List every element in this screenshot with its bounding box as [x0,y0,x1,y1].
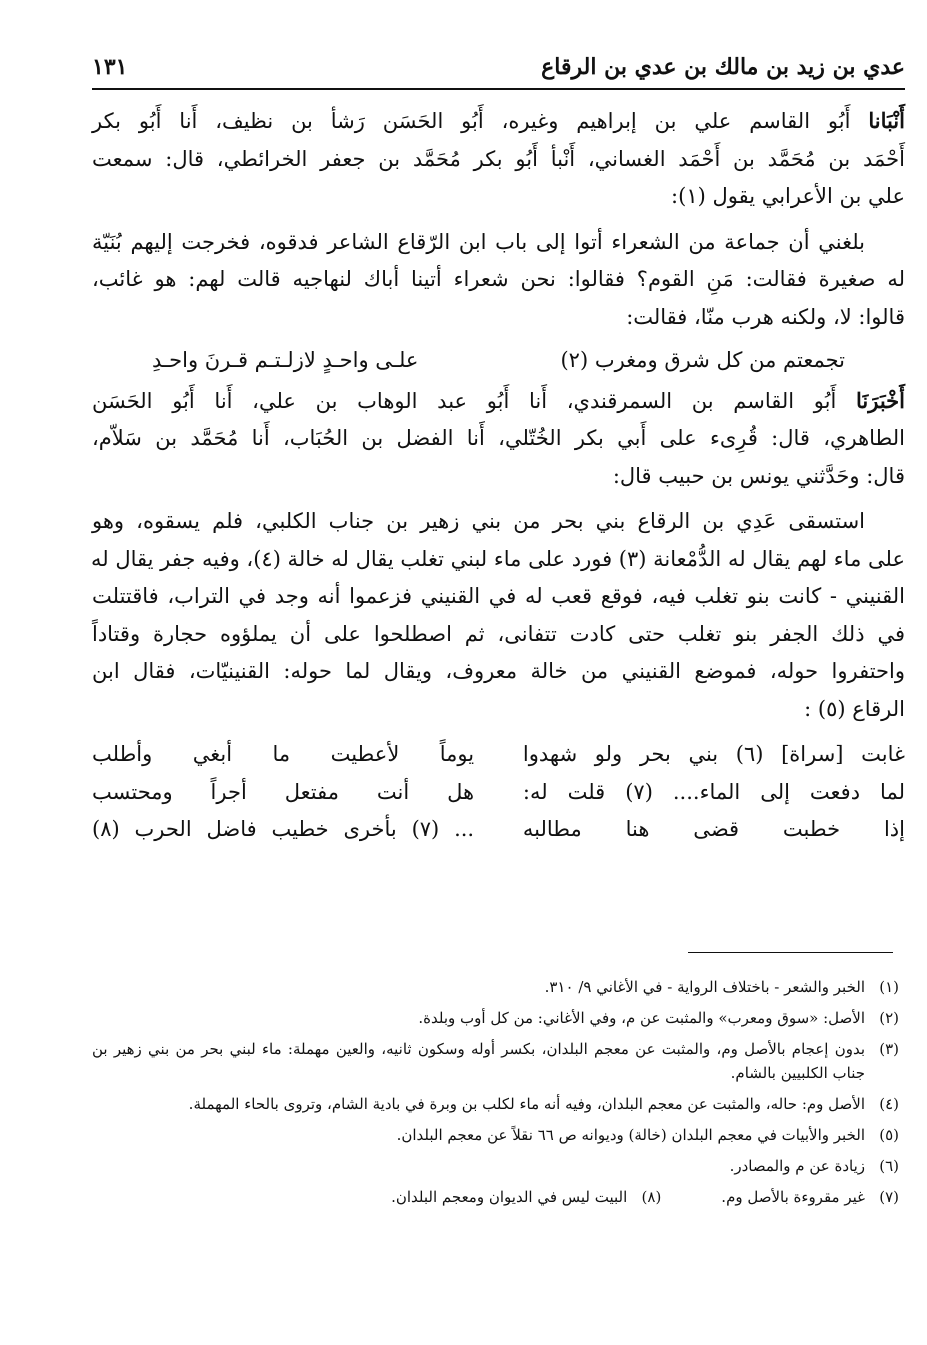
verse-line [92,342,905,380]
verse-line [92,736,905,774]
footnote-number: (٢) [879,1009,899,1027]
verse-first-hemistich: إذا خطبت قضى هنا مطالبه [522,817,905,841]
footnote [92,1037,899,1085]
verse-line [92,774,905,812]
text-line: علي بن الأعرابي يقول (١): [671,184,905,208]
page-header [92,50,905,90]
text-line: أَحْمَد بن مُحَمَّد بن أَحْمَد الغساني، أَنْبأ أَبُو بكر مُحَمَّد بن جعفر الخرائطي، قال: سمعت [92,146,905,171]
verse-second-hemistich: علـى واحـدٍ لازلـتـم قـرنَ واحـدِ [152,348,419,372]
footnote-text: الأصل وم: حاله، والمثبت عن معجم البلدان، وفيه أنه ماء لكلب بن وبرة في بادية الشام، وتروى بالحاء المهملة. [188,1095,865,1113]
footnote-text: البيت ليس في الديوان ومعجم البلدان. [391,1188,628,1206]
footnote-text: غير مقروءة بالأصل وم. [721,1188,865,1206]
verse-first-hemistich: لما دفعت إلى الماء.... (٧) قلت له: [522,779,905,804]
text-line: على ماء لهم يقال له الدُّمْعانة (٣) فورد على ماء لبني تغلب يقال له خالة (٤)، وفيه جفر يقال له [90,546,905,571]
isnad-keyword: أَخْبَرَنَا [856,387,905,413]
main-text [92,102,905,849]
isnad-paragraph-2 [92,382,905,496]
footnote-text: الخبر والأبيات في معجم البلدان (خالة) وديوانه ص ٦٦ نقلاً عن معجم البلدان. [396,1126,865,1144]
text-line: له صغيرة فقالت: مَنِ القوم؟ فقالوا: نحن شعراء أتينا أباك لنهاجيه قالت لهم: هو غائب، [92,267,905,291]
footnote-text: بدون إعجام بالأصل وم، والمثبت عن معجم البلدان، بكسر أوله وسكون ثانيه، والعين مهملة: ماء لبني بحر من بني زهير بن جناب الكلبيين بالشام. [92,1040,865,1082]
footnote-number: (٦) [879,1157,899,1175]
text-line: بلغني أن جماعة من الشعراء أتوا إلى باب ابن الرّقاع الشاعر فدقوه، فخرجت إليهم بُنَيّة [92,229,865,254]
text-line: قالوا: لا، ولكنه هرب منّا، فقالت: [626,304,905,329]
text-line: في ذلك الجفر بنو تغلب حتى كادت تتفانى، ثم اصطلحوا على أن يملؤوه حجارة وقتاداً [92,621,905,646]
poem [92,736,905,849]
isnad-keyword: أَنْبَانا [868,108,905,133]
verse-first-hemistich: تجمعتم من كل شرق ومغرب (٢) [560,348,845,372]
verse-first-hemistich: غابت [سراة] (٦) بني بحر ولو شهدوا [522,742,905,766]
page-number: ١٣١ [92,54,128,80]
text-line: قال: وحَدَّثني يونس بن حبيب قال: [612,463,905,488]
footnote-number: (٥) [879,1126,899,1144]
verse-second-hemistich: ... (٧) بأخرى خطيب فاضل الحرب (٨) [92,817,475,841]
text-line: أَخْبَرَنَا أَبُو القاسم بن السمرقندي، أَنا أَبُو عبد الوهاب بن علي، أَنا أَبُو الحَسَن [92,387,905,413]
footnote-pair [92,1185,899,1209]
footnote-number: (٧) [879,1188,899,1206]
narrative-paragraph-1 [92,224,905,337]
footnote [391,1185,661,1209]
verse-second-hemistich: هل أنت مفتعل أجراً ومحتسب [92,779,475,804]
running-title: عدي بن زيد بن مالك بن عدي بن الرقاع [541,54,905,80]
footnote-number: (٣) [879,1040,899,1058]
text-line: الطاهري، قال: قُرِىء على أَبي بكر الخُتّلي، أَنا الفضل بن الحُبَاب، أَنا مُحَمَّد بن سَلاّم، [92,426,905,450]
verse-second-hemistich: يوماً لأعطيت ما أبغي وأطلب [92,742,475,766]
footnotes [92,975,899,1209]
text-line: القنيني - كانت بنو تغلب فيه، فوقع قعب له في القنيني فزعموا أنه وجد في التراب، فاقتتلت [92,584,905,608]
text-line: استسقى عَدِي بن الرقاع بني بحر من بني زهير بن جناب الكلبي، فلم يسقوه، وهو [92,509,865,533]
footnote-text: زيادة عن م والمصادر. [729,1157,865,1175]
footnote-separator [688,952,893,953]
footnote [92,1006,899,1030]
narrative-paragraph-2 [92,503,905,728]
footnote-number: (١) [879,978,899,996]
text-line: واحتفروا حوله، فموضع القنيني من خالة معروف، ويقال لما حوله: القنينيّات، فقال ابن [92,659,905,683]
footnote [92,975,899,999]
isnad-paragraph-1 [92,102,905,216]
verse-line [92,811,905,849]
footnote-number: (٤) [879,1095,899,1113]
text-line: الرقاع (٥) : [804,696,905,721]
footnote [92,1123,899,1147]
footnote-number: (٨) [641,1188,662,1206]
footnote-text: الأصل: «سوق ومعرب» والمثبت عن م، وفي الأغاني: من كل أوب وبلدة. [418,1009,865,1027]
footnote [92,1154,899,1178]
footnote-text: الخبر والشعر - باختلاف الرواية - في الأغاني ٩/ ٣١٠. [544,978,865,996]
footnote [92,1092,899,1116]
text-line: أَنْبَانا أَبُو القاسم علي بن إبراهيم وغيره، أَبُو الحَسَن رَشأ بن نظيف، أَنا أَبُو بكر [92,108,905,133]
footnote [721,1185,899,1209]
